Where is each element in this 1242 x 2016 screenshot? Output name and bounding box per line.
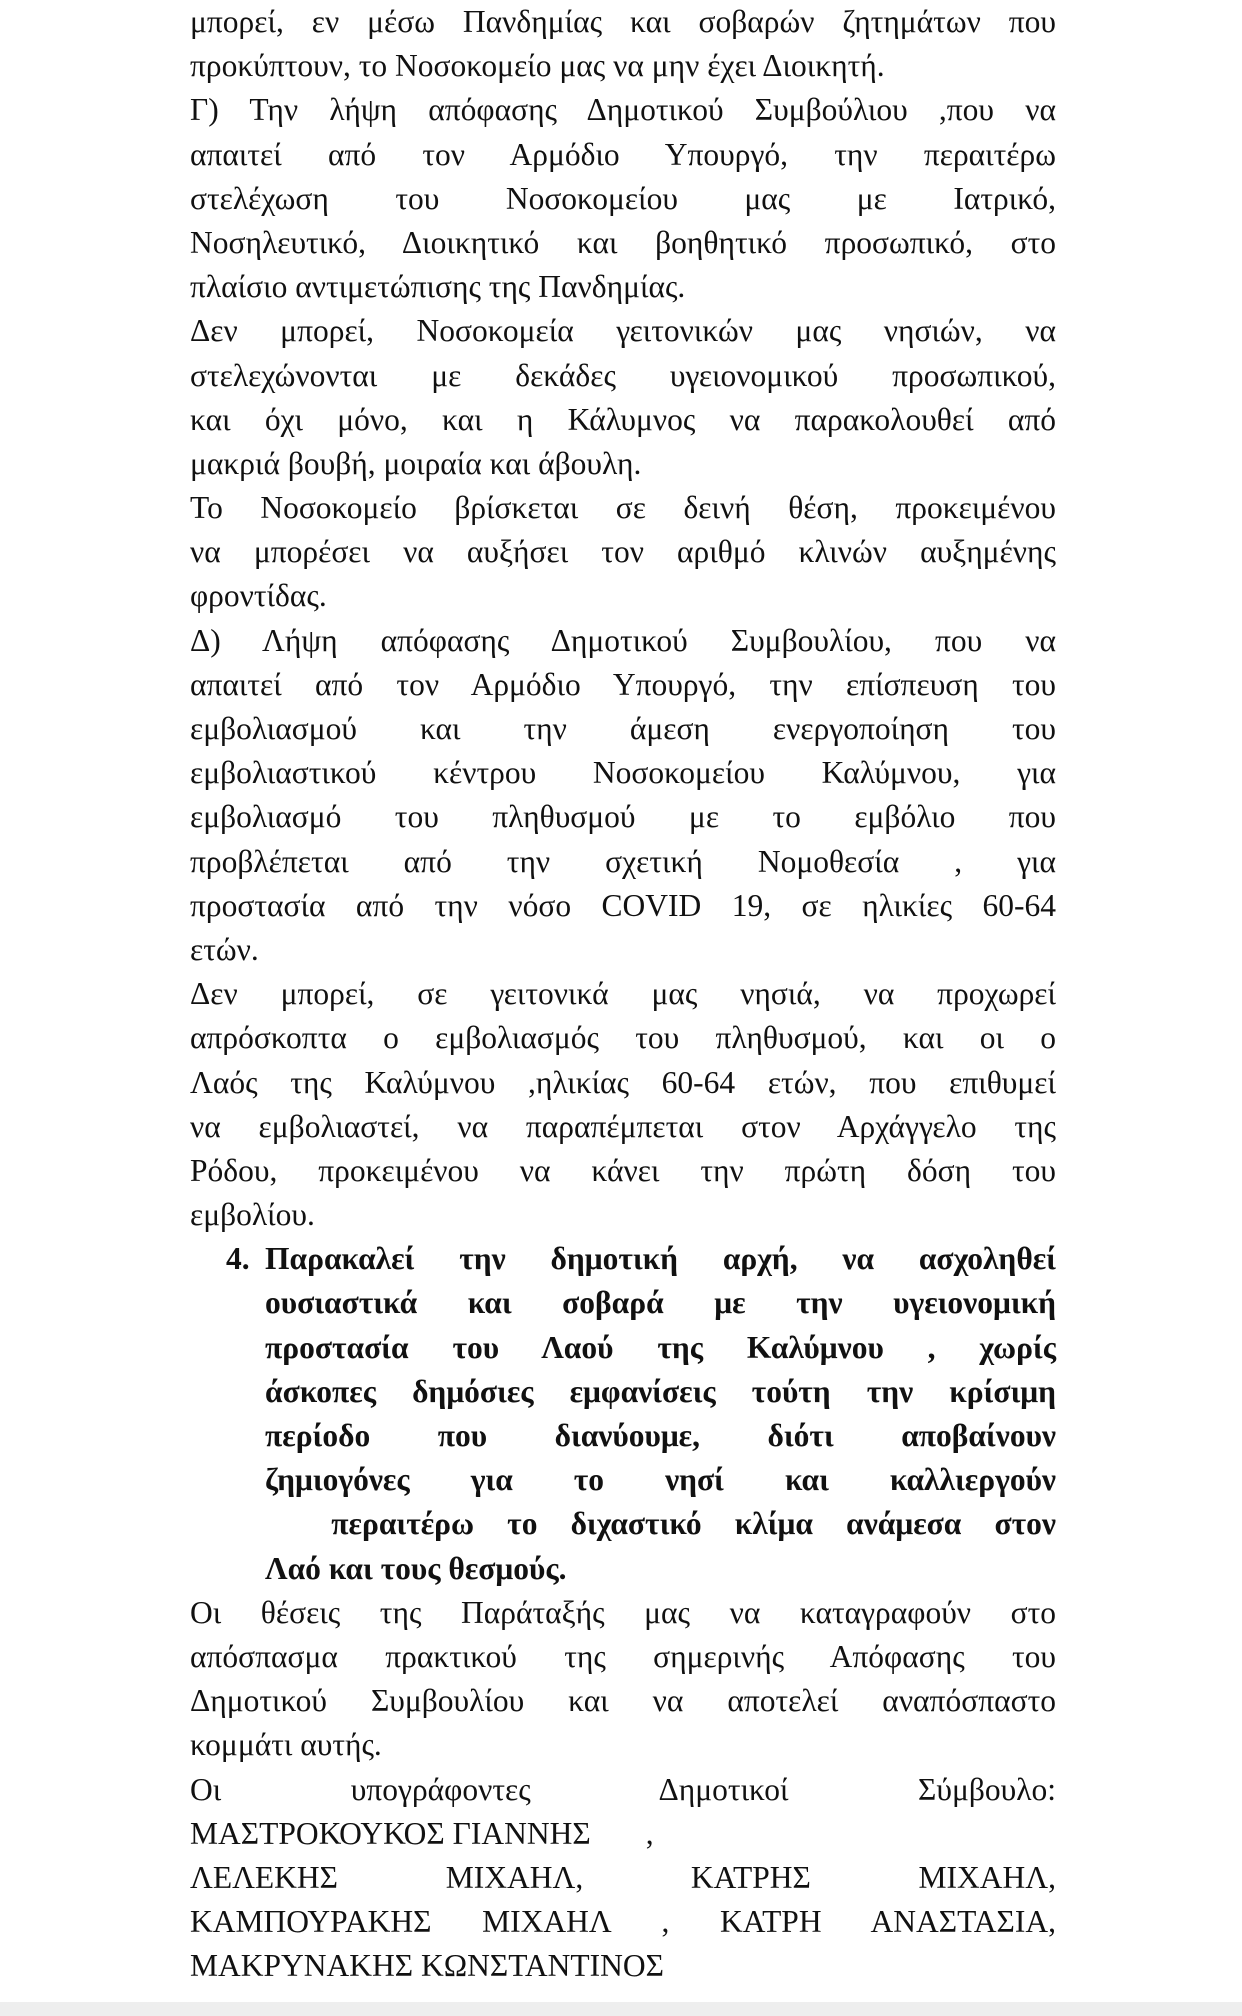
text-line: και όχι μόνο, και η Κάλυμνος να παρακολουθεί από (190, 401, 1056, 437)
text-line: Γ) Την λήψη απόφασης Δημοτικού Συμβούλιου ,που να (190, 92, 1056, 128)
text-line: περίοδο που διανύουμε, διότι αποβαίνουν (265, 1418, 1056, 1453)
text-line: περαιτέρω το διχαστικό κλίμα ανάμεσα στον (265, 1506, 1056, 1542)
text-line: φροντίδας. (190, 578, 327, 614)
text-line: πλαίσιο αντιμετώπισης της Πανδημίας. (190, 269, 686, 305)
text-line: Λαός της Καλύμνου ,ηλικίας 60-64 ετών, που επιθυμεί (190, 1064, 1056, 1100)
signatory-line: ΚΑΜΠΟΥΡΑΚΗΣ ΜΙΧΑΗΛ , ΚΑΤΡΗ ΑΝΑΣΤΑΣΙΑ, (190, 1904, 1056, 1940)
text-line: στελεχώνονται με δεκάδες υγειονομικού προσωπικού, (190, 357, 1056, 393)
signatory-line: ΛΕΛΕΚΗΣ ΜΙΧΑΗΛ, ΚΑΤΡΗΣ ΜΙΧΑΗΛ, (190, 1859, 1056, 1895)
text-line: Νοσηλευτικό, Διοικητικό και βοηθητικό προσωπικό, στο (190, 224, 1056, 260)
text-line: εμβολιασμού και την άμεση ενεργοποίηση του (190, 711, 1056, 746)
signatory-line: ΜΑΣΤΡΟΚΟΥΚΟΣ ΓΙΑΝΝΗΣ , (190, 1815, 654, 1851)
text-line: Δημοτικού Συμβουλίου και να αποτελεί αναπόσπαστο (190, 1683, 1056, 1719)
paragraph-neighbour-hospitals (190, 309, 1056, 486)
text-line: εμβολιασμό του πληθυσμού με το εμβόλιο που (190, 799, 1056, 835)
text-line: Παρακαλεί την δημοτική αρχή, να ασχοληθεί (265, 1241, 1056, 1277)
text-line: απόσπασμα πρακτικού της σημερινής Απόφασης του (190, 1638, 1056, 1674)
text-line: μακριά βουβή, μοιραία και άβουλη. (190, 445, 642, 481)
document-body (190, 0, 1056, 1988)
list-item-body (265, 1237, 1056, 1591)
paragraph-vaccination-neighbours (190, 972, 1056, 1237)
text-line: απαιτεί από τον Αρμόδιο Υπουργό, την επίσπευση του (190, 666, 1056, 702)
text-line: άσκοπες δημόσιες εμφανίσεις τούτη την κρίσιμη (265, 1373, 1056, 1409)
text-line: Δεν μπορεί, Νοσοκομεία γειτονικών μας νησιών, να (190, 313, 1056, 349)
text-line: να μπορέσει να αυξήσει τον αριθμό κλινών αυξημένης (190, 534, 1056, 570)
text-line: εμβολίου. (190, 1197, 315, 1233)
list-item-4 (190, 1237, 1056, 1591)
text-line: μπορεί, εν μέσω Πανδημίας και σοβαρών ζητημάτων που (190, 4, 1056, 39)
bottom-edge-bar (0, 2002, 1242, 2016)
text-line: Λαό και τους θεσμούς. (265, 1550, 567, 1586)
text-line: να εμβολιαστεί, να παραπέμπεται στον Αρχάγγελο της (190, 1108, 1056, 1144)
text-line: ετών. (190, 931, 259, 967)
paragraph-delta (190, 619, 1056, 973)
signatories-block (190, 1768, 1056, 1989)
signatory-line: ΜΑΚΡΥΝΑΚΗΣ ΚΩΝΣΤΑΝΤΙΝΟΣ (190, 1948, 664, 1984)
text-line: εμβολιαστικού κέντρου Νοσοκομείου Καλύμνου, για (190, 755, 1056, 791)
paragraph-closing (190, 1591, 1056, 1768)
text-line: Οι θέσεις της Παράταξής μας να καταγραφούν στο (190, 1594, 1056, 1630)
paragraph-gamma (190, 88, 1056, 309)
paragraph-hospital-position (190, 486, 1056, 619)
text-line: ζημιογόνες για το νησί και καλλιεργούν (265, 1462, 1056, 1498)
text-line: προβλέπεται από την σχετική Νομοθεσία , για (190, 843, 1056, 879)
text-line: προστασία από την νόσο COVID 19, σε ηλικίες 60-64 (190, 887, 1056, 923)
text-line: απαιτεί από τον Αρμόδιο Υπουργό, την περαιτέρω (190, 136, 1056, 172)
paragraph-continuation (190, 0, 1056, 88)
text-line: κομμάτι αυτής. (190, 1727, 382, 1763)
list-number: 4. (226, 1241, 250, 1277)
text-line: ουσιαστικά και σοβαρά με την υγειονομική (265, 1285, 1056, 1321)
text-line: Ρόδου, προκειμένου να κάνει την πρώτη δόση του (190, 1152, 1056, 1188)
text-line: προκύπτουν, το Νοσοκομείο μας να μην έχει Διοικητή. (190, 48, 885, 84)
text-line: προστασία του Λαού της Καλύμνου , χωρίς (265, 1329, 1056, 1365)
text-line: Δεν μπορεί, σε γειτονικά μας νησιά, να προχωρεί (190, 976, 1056, 1012)
signatories-heading: Οι υπογράφοντες Δημοτικοί Σύμβουλο: (190, 1771, 1056, 1807)
text-line: Δ) Λήψη απόφασης Δημοτικού Συμβουλίου, που να (190, 622, 1056, 658)
text-line: απρόσκοπτα ο εμβολιασμός του πληθυσμού, και οι ο (190, 1020, 1056, 1056)
text-line: Το Νοσοκομείο βρίσκεται σε δεινή θέση, προκειμένου (190, 490, 1056, 526)
text-line: στελέχωση του Νοσοκομείου μας με Ιατρικό, (190, 180, 1056, 216)
